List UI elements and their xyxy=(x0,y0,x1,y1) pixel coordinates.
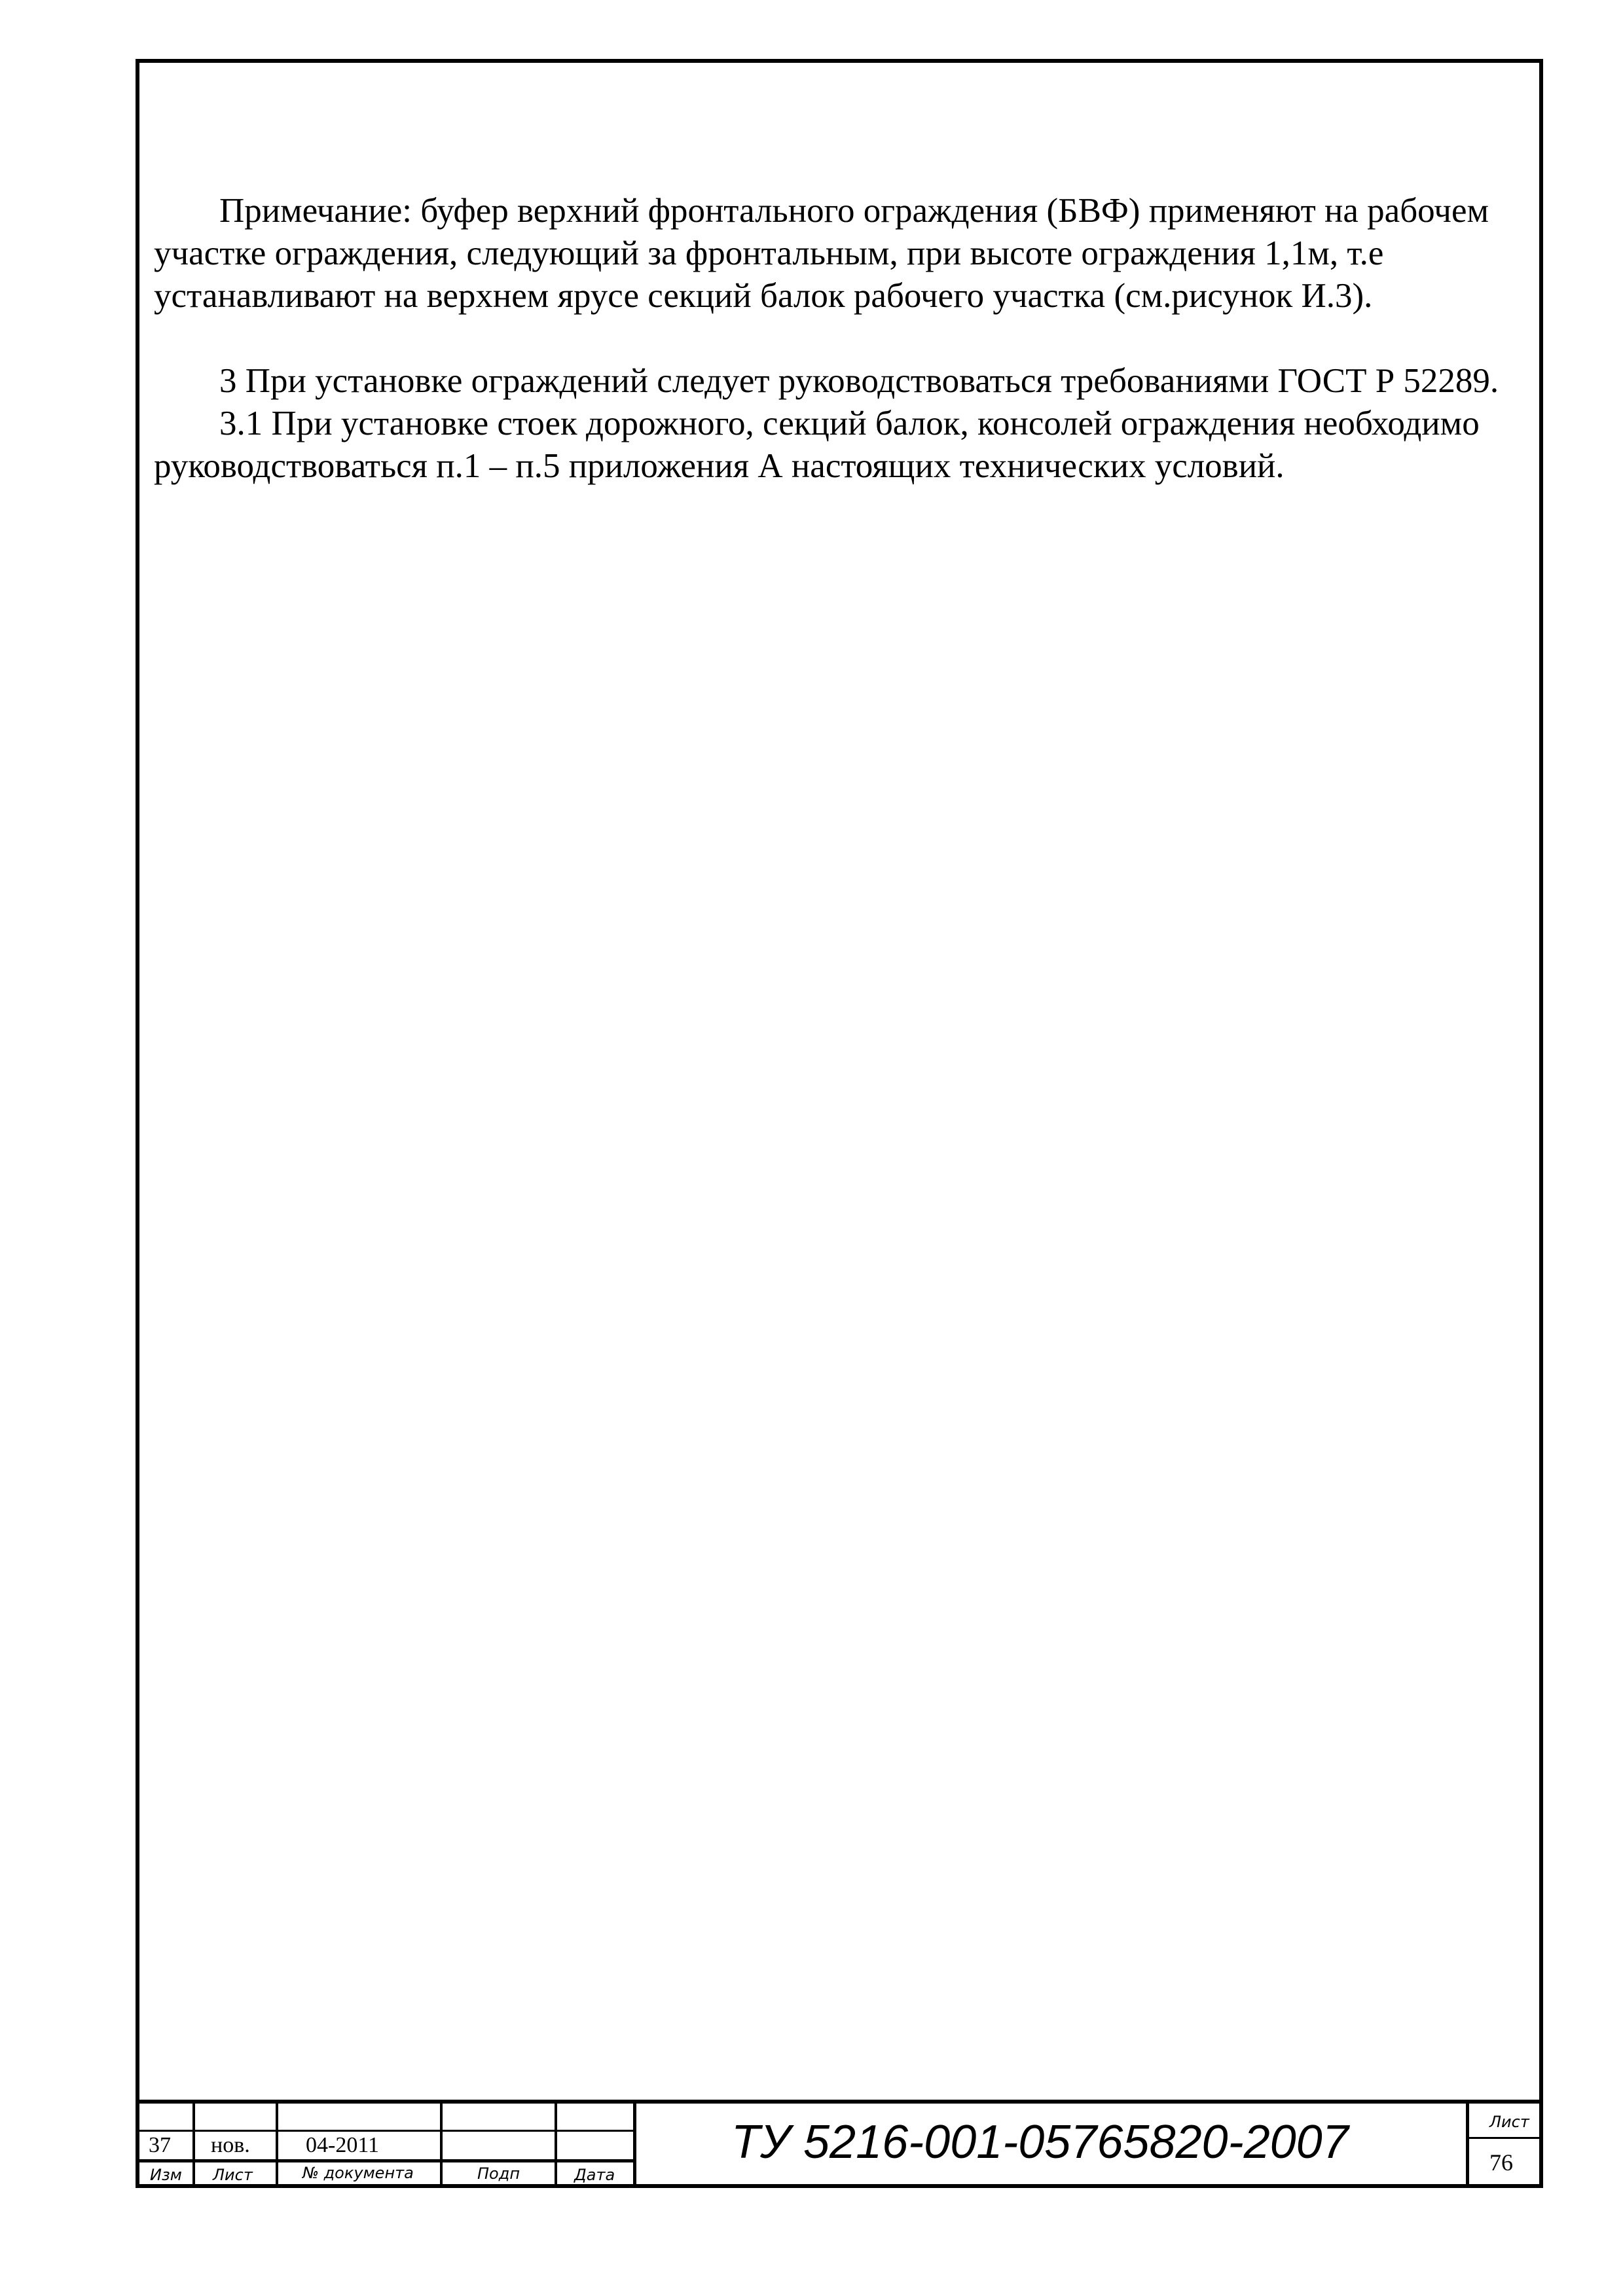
col-line-6 xyxy=(1466,2100,1469,2188)
list-label: Лист xyxy=(213,2166,253,2184)
item-3-paragraph: 3 При установке ограждений следует руководствоваться требованиями ГОСТ Р 52289. xyxy=(219,362,1499,400)
izm-label: Изм xyxy=(150,2166,182,2184)
title-block xyxy=(136,2100,1543,2188)
col-line-2 xyxy=(276,2100,278,2188)
title-block-row-line-2 xyxy=(136,2159,635,2162)
podp-label: Подп xyxy=(477,2164,520,2183)
list-value: нов. xyxy=(211,2133,250,2157)
document-code: ТУ 5216-001-05765820-2007 xyxy=(731,2116,1349,2168)
izm-value: 37 xyxy=(149,2133,171,2157)
col-line-3 xyxy=(440,2100,443,2188)
document-body xyxy=(154,190,1525,488)
title-block-row-line-1 xyxy=(136,2130,635,2132)
sheet-number: 76 xyxy=(1489,2149,1513,2176)
data-label: Дата xyxy=(574,2166,615,2184)
col-line-5 xyxy=(633,2100,636,2188)
sheet-label: Лист xyxy=(1489,2113,1529,2131)
doc-number-label: № документа xyxy=(302,2164,414,2182)
title-block-top-line xyxy=(136,2100,1543,2104)
note-paragraph: Примечание: буфер верхний фронтального ограждения (БВФ) применяют на рабочем участке ограждения, следующий за фронтальным, при высоте ограждения 1,1м, т.е устанавливают на верхнем ярусе секций балок рабочего участка (см.рисунок И.3). xyxy=(154,192,1489,315)
paragraph-gap xyxy=(154,317,1525,360)
item-3-1-paragraph: 3.1 При установке стоек дорожного, секций балок, консолей ограждения необходимо руководствоваться п.1 – п.5 приложения А настоящих технических условий. xyxy=(154,404,1480,485)
doc-number-value: 04-2011 xyxy=(306,2133,380,2157)
col-line-1 xyxy=(192,2100,195,2188)
sheet-cell-divider xyxy=(1468,2137,1543,2139)
col-line-4 xyxy=(555,2100,557,2188)
